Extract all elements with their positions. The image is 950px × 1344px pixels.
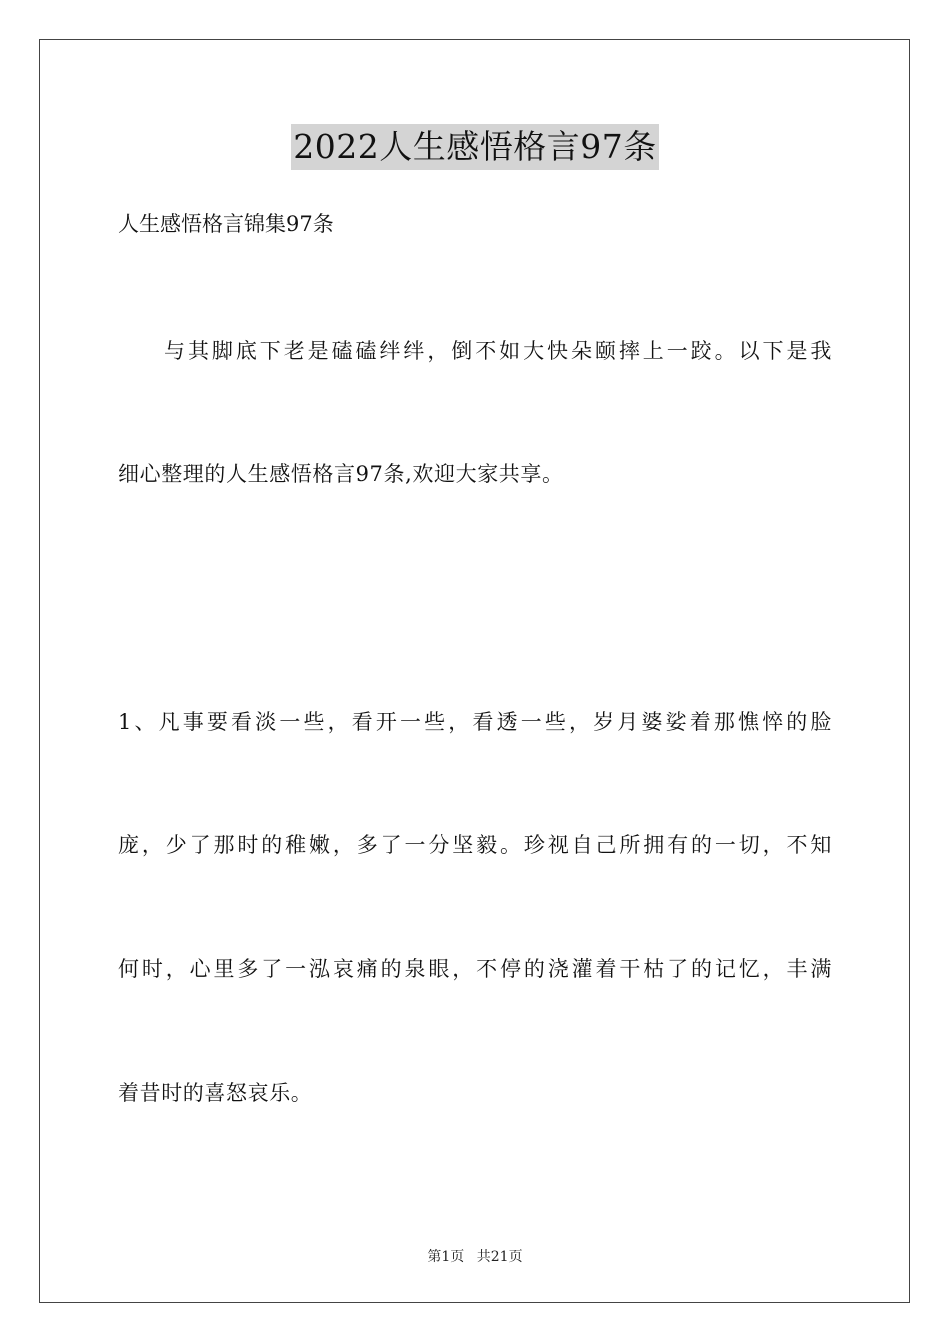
item-1-line-4: 着昔时的喜怒哀乐。 bbox=[118, 1081, 313, 1105]
page-footer bbox=[0, 1247, 950, 1267]
document-subtitle: 人生感悟格言锦集97条 bbox=[118, 212, 334, 236]
item-1-line-3: 何时，心里多了一泓哀痛的泉眼，不停的浇灌着干枯了的记忆，丰满 bbox=[118, 957, 832, 981]
intro-line-2: 细心整理的人生感悟格言97条,欢迎大家共享。 bbox=[118, 462, 564, 486]
page-number-total: 共21页 bbox=[476, 1249, 523, 1265]
document-title: 2022人生感悟格言97条 bbox=[291, 124, 658, 170]
title-container bbox=[0, 124, 950, 170]
item-1-line-2: 庞，少了那时的稚嫩，多了一分坚毅。珍视自己所拥有的一切，不知 bbox=[118, 833, 832, 857]
item-1-line-1: 1、凡事要看淡一些，看开一些，看透一些，岁月婆娑着那憔悴的脸 bbox=[118, 710, 832, 734]
intro-line-1: 与其脚底下老是磕磕绊绊，倒不如大快朵颐摔上一跤。以下是我 bbox=[164, 339, 832, 363]
page-number-current: 第1页 bbox=[427, 1249, 465, 1265]
